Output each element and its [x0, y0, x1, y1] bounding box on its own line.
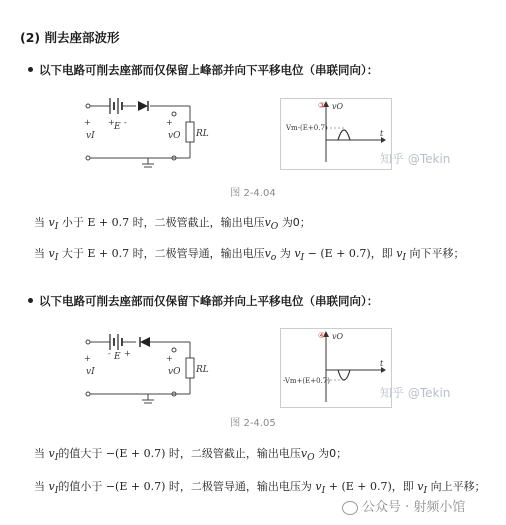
bullet-part1	[28, 62, 378, 78]
watermark-1: 知乎 @Tekin	[380, 152, 451, 166]
circuit2-plus-out: +	[166, 354, 173, 363]
explain-line-2b: 当 $v_I$的值小于 −(E + 0.7) 时，二极管导通，输出电压为 $v_I + (E + 0.7)$，即 $v_I$ 向上平移；	[34, 480, 486, 497]
circuit1-e-label: E	[114, 122, 121, 132]
circuit2-minus-batt: -	[108, 349, 111, 358]
bullet-dot	[28, 298, 33, 303]
graph2-vo-axis: vO	[332, 332, 344, 341]
circuit1-plus-left: +	[84, 118, 91, 127]
graph1-t-axis: t	[380, 129, 384, 138]
graph2-t-axis: t	[380, 359, 384, 368]
circuit-diagram-1	[78, 92, 218, 172]
circuit1-vo-label: vO	[168, 131, 181, 141]
circuit1-vi-label: vI	[86, 131, 95, 141]
circuit2-plus-left: +	[84, 354, 91, 363]
circuit1-plus-out: +	[166, 118, 173, 127]
circuit1-minus-batt: -	[124, 118, 127, 127]
footer-watermark: 公众号 · 射频小馆	[342, 496, 465, 515]
bullet-part2	[28, 293, 378, 309]
graph1-number: ③	[318, 101, 326, 110]
circuit2-vi-label: vI	[86, 367, 95, 377]
bullet-part2-text: 以下电路可削去座部而仅保留下峰部并向上平移电位（串联同向）：	[39, 294, 379, 308]
figure-caption-2: 图 2-4.05	[230, 418, 276, 429]
circuit2-rl-label: RL	[196, 365, 209, 375]
graph2-level-label: -Vm+(E+0.7)	[283, 377, 330, 385]
graph1-vo-axis: vO	[332, 102, 344, 111]
explain-line-1b: 当 $v_I$ 大于 E + 0.7 时，二极管导通，输出电压$v_o$ 为 $v_I - (E + 0.7)$，即 $v_I$ 向下平移；	[34, 247, 465, 264]
watermark-2: 知乎 @Tekin	[380, 386, 451, 400]
graph1-level-label: Vm-(E+0.7)	[286, 124, 328, 132]
bullet-dot	[28, 67, 33, 72]
explain-line-2a: 当 $v_I$的值大于 −(E + 0.7) 时，二级管截止，输出电压$v_O$ 为0；	[34, 447, 348, 464]
circuit1-rl-label: RL	[196, 129, 209, 139]
circuit2-vo-label: vO	[168, 367, 181, 377]
circuit1-plus-batt: +	[108, 118, 115, 127]
circuit2-plus-batt: +	[124, 349, 131, 358]
explain-line-1a: 当 $v_I$ 小于 E + 0.7 时，二极管截止，输出电压$v_O$ 为0；	[34, 216, 311, 233]
figure-caption-1: 图 2-4.04	[230, 188, 276, 199]
circuit2-e-label: E	[114, 352, 121, 362]
section-title: (2) 削去座部波形	[20, 30, 120, 45]
bullet-part1-text: 以下电路可削去座部而仅保留上峰部并向下平移电位（串联同向）：	[39, 63, 379, 77]
wechat-icon	[342, 501, 358, 515]
waveform-graph-1	[280, 98, 392, 170]
waveform-graph-2	[280, 328, 392, 408]
circuit-diagram-2	[78, 328, 218, 408]
graph2-number: ④	[318, 331, 326, 340]
